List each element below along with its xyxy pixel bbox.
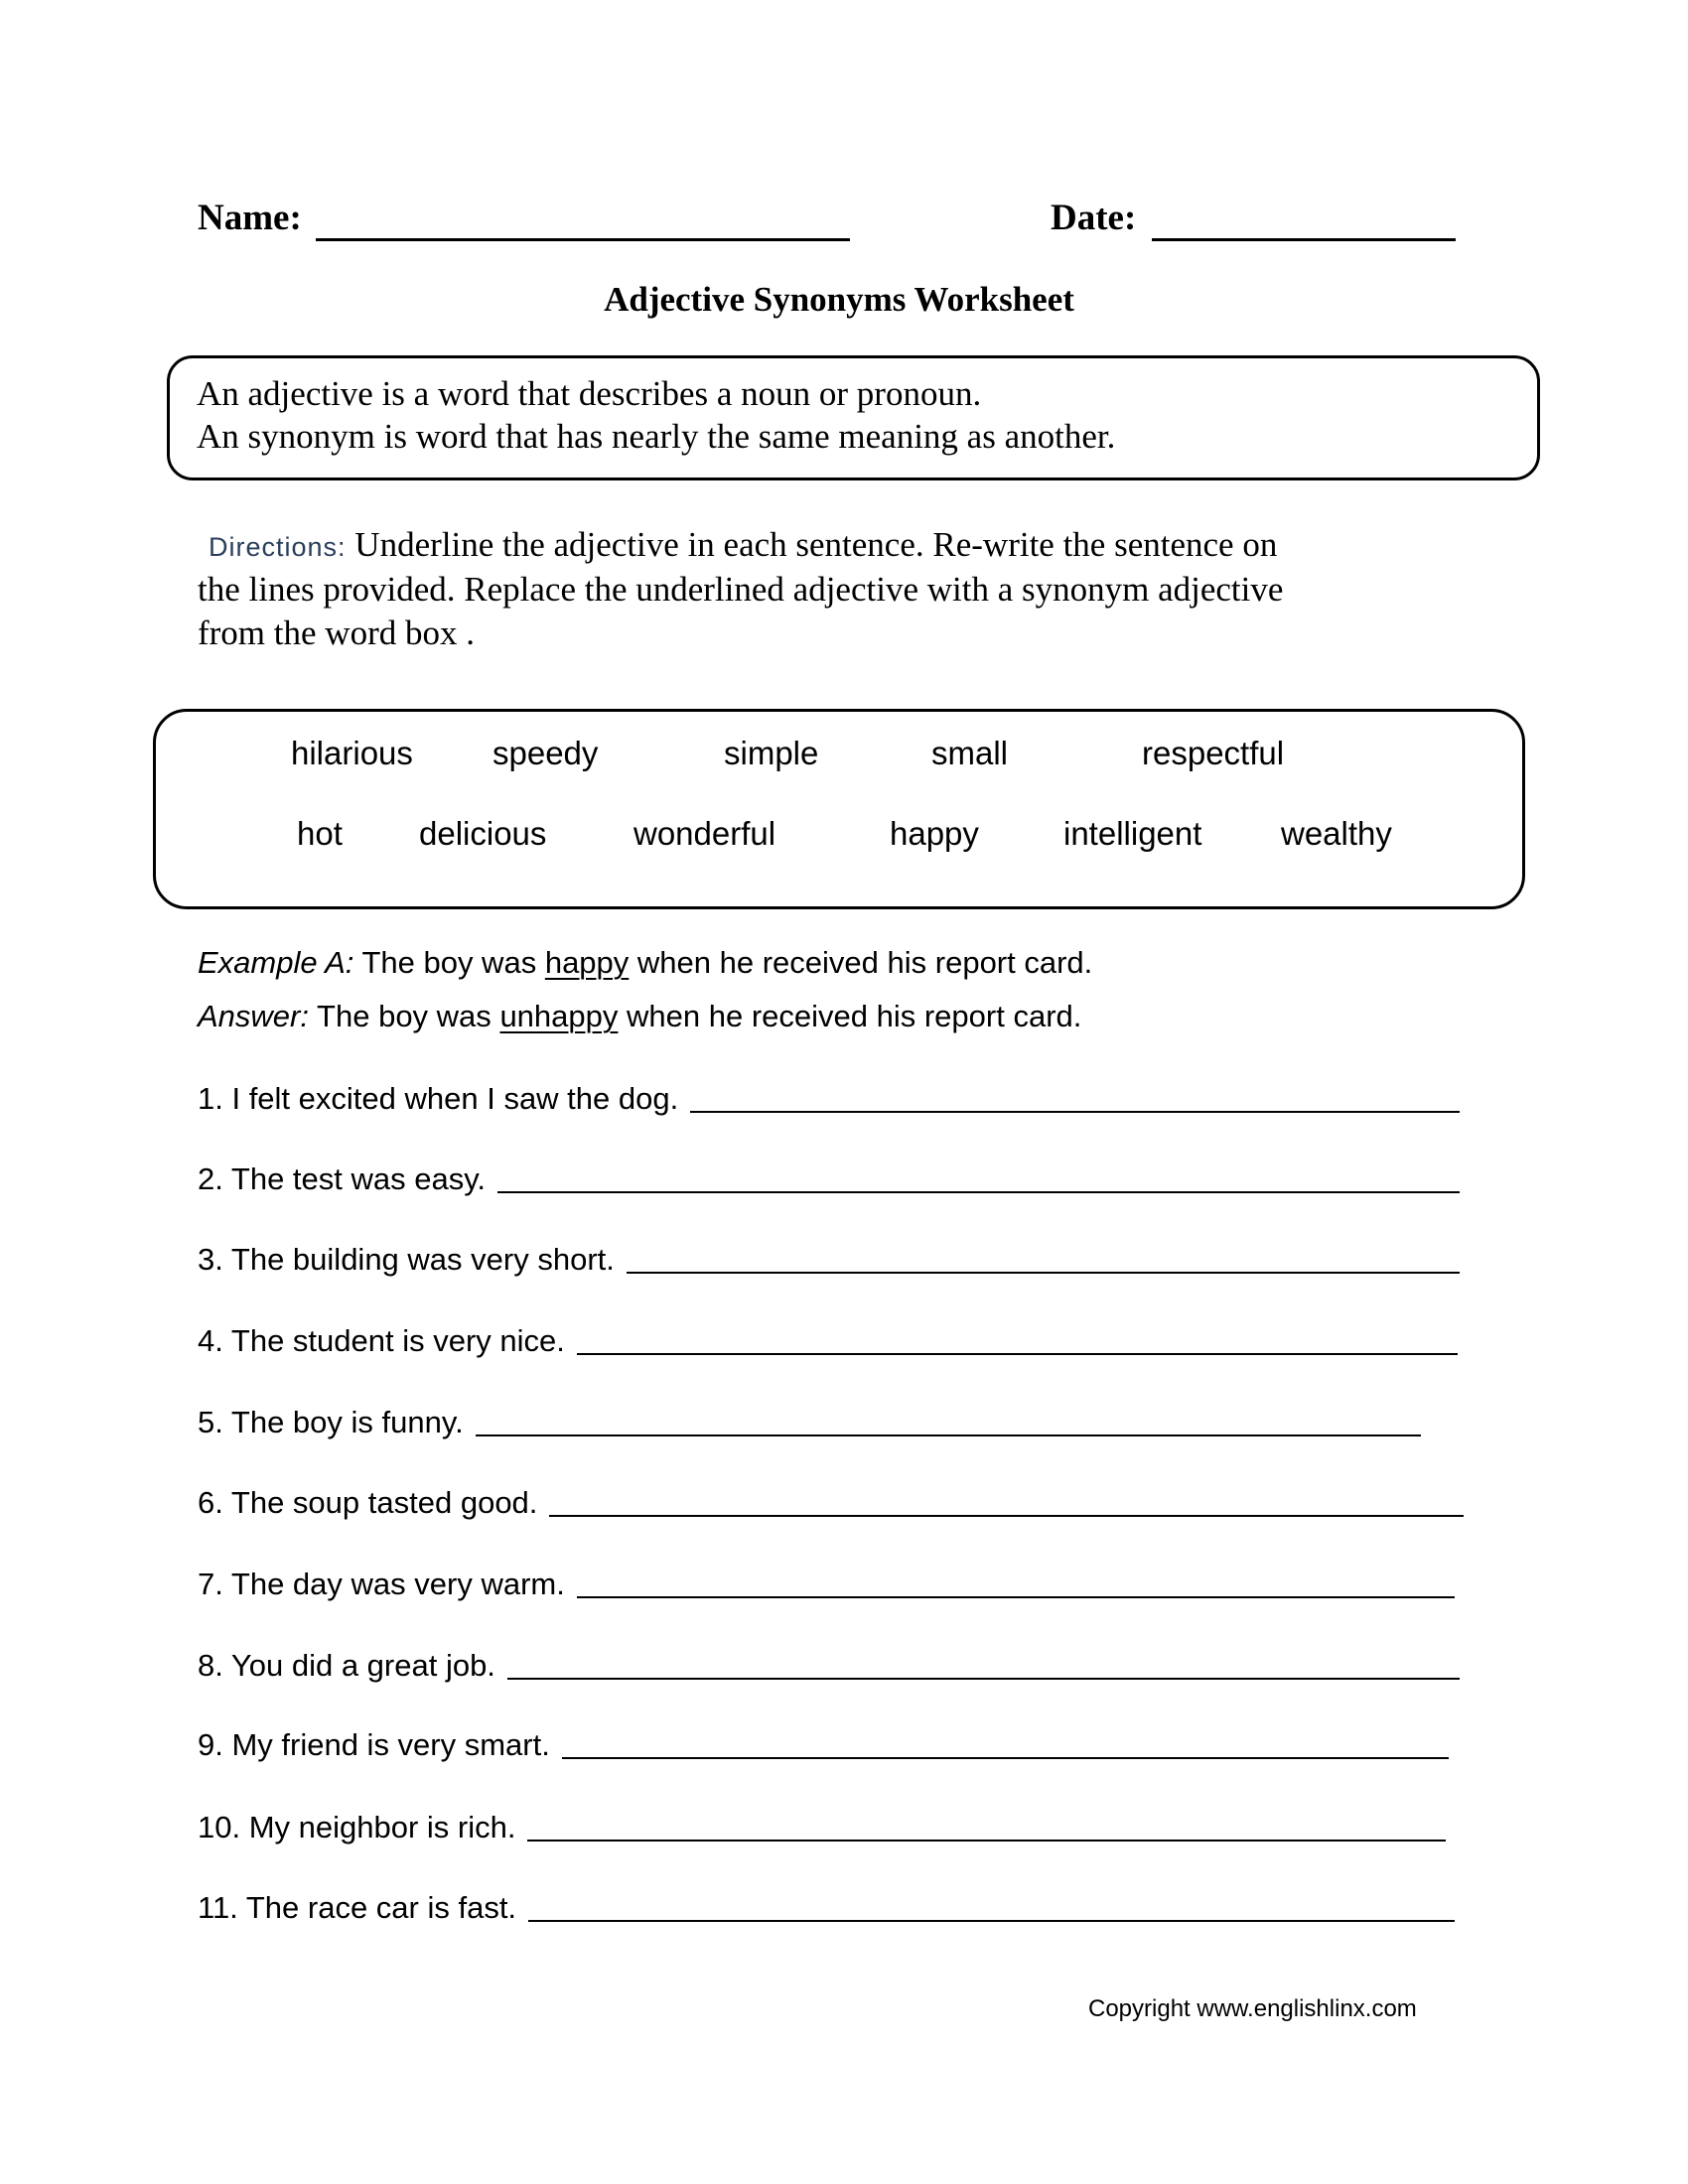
item-sentence: 1. I felt excited when I saw the dog. <box>198 1081 679 1116</box>
answer-label: Answer: <box>198 999 309 1033</box>
exercise-item-1 <box>198 1077 1460 1117</box>
answer-line[interactable] <box>577 1353 1458 1355</box>
directions-line-3: from the word box . <box>198 614 475 652</box>
exercise-item-6 <box>198 1481 1464 1521</box>
item-sentence: 7. The day was very warm. <box>198 1567 565 1601</box>
item-sentence: 10. My neighbor is rich. <box>198 1810 516 1844</box>
word-wealthy: wealthy <box>1281 815 1392 852</box>
item-sentence: 6. The soup tasted good. <box>198 1485 538 1520</box>
answer-line[interactable] <box>549 1515 1464 1517</box>
item-sentence: 5. The boy is funny. <box>198 1405 464 1439</box>
exercise-item-11 <box>198 1886 1455 1926</box>
word-small: small <box>931 735 1009 771</box>
answer-line[interactable] <box>690 1111 1460 1113</box>
word-respectful: respectful <box>1142 735 1285 771</box>
example-underlined-word: happy <box>544 945 630 980</box>
exercise-item-3 <box>198 1238 1460 1278</box>
item-sentence: 3. The building was very short. <box>198 1242 615 1277</box>
answer-before: The boy was <box>317 999 492 1033</box>
directions-label: Directions: <box>209 532 347 562</box>
item-sentence: 8. You did a great job. <box>198 1648 495 1683</box>
word-speedy: speedy <box>492 735 599 771</box>
word-hot: hot <box>297 815 343 852</box>
exercise-item-4 <box>198 1319 1458 1359</box>
exercise-item-9 <box>198 1723 1449 1763</box>
answer-underlined-word: unhappy <box>499 999 619 1033</box>
example-before: The boy was <box>361 945 537 980</box>
word-hilarious: hilarious <box>291 735 413 771</box>
answer-line[interactable] <box>562 1757 1449 1759</box>
exercise-item-2 <box>198 1158 1460 1197</box>
item-sentence: 9. My friend is very smart. <box>198 1727 550 1762</box>
exercise-item-10 <box>198 1806 1446 1845</box>
exercise-item-8 <box>198 1644 1460 1684</box>
answer-line[interactable] <box>507 1678 1460 1680</box>
answer-sentence <box>198 999 1081 1034</box>
answer-after: when he received his report card. <box>627 999 1082 1033</box>
item-sentence: 4. The student is very nice. <box>198 1323 565 1358</box>
answer-line[interactable] <box>476 1434 1421 1436</box>
synonym-definition: An synonym is word that has nearly the same meaning as another. <box>197 417 1116 456</box>
directions-text-1: Underline the adjective in each sentence. Re-write the sentence on <box>354 525 1278 564</box>
directions-line-2: the lines provided. Replace the underlined adjective with a synonym adjective <box>198 570 1284 609</box>
word-happy: happy <box>890 815 979 852</box>
adjective-definition: An adjective is a word that describes a noun or pronoun. <box>197 374 982 413</box>
answer-line[interactable] <box>577 1596 1455 1598</box>
example-after: when he received his report card. <box>636 945 1093 980</box>
item-sentence: 11. The race car is fast. <box>198 1890 517 1925</box>
date-label: Date: <box>1051 198 1137 238</box>
exercise-item-7 <box>198 1563 1455 1602</box>
example-label: Example A: <box>198 945 354 980</box>
answer-line[interactable] <box>527 1840 1446 1842</box>
copyright-text: Copyright www.englishlinx.com <box>1088 1995 1417 2022</box>
name-field[interactable] <box>316 238 850 241</box>
exercise-item-5 <box>198 1401 1421 1440</box>
directions-line-1 <box>209 525 1277 565</box>
answer-line[interactable] <box>528 1920 1455 1922</box>
page-title: Adjective Synonyms Worksheet <box>604 280 1074 319</box>
word-delicious: delicious <box>419 815 547 852</box>
date-field[interactable] <box>1152 238 1456 241</box>
word-intelligent: intelligent <box>1063 815 1202 852</box>
example-sentence <box>198 945 1092 981</box>
answer-line[interactable] <box>627 1272 1460 1274</box>
word-simple: simple <box>724 735 819 771</box>
answer-line[interactable] <box>497 1191 1460 1193</box>
item-sentence: 2. The test was easy. <box>198 1161 487 1196</box>
word-wonderful: wonderful <box>633 815 776 852</box>
name-label: Name: <box>198 198 302 238</box>
